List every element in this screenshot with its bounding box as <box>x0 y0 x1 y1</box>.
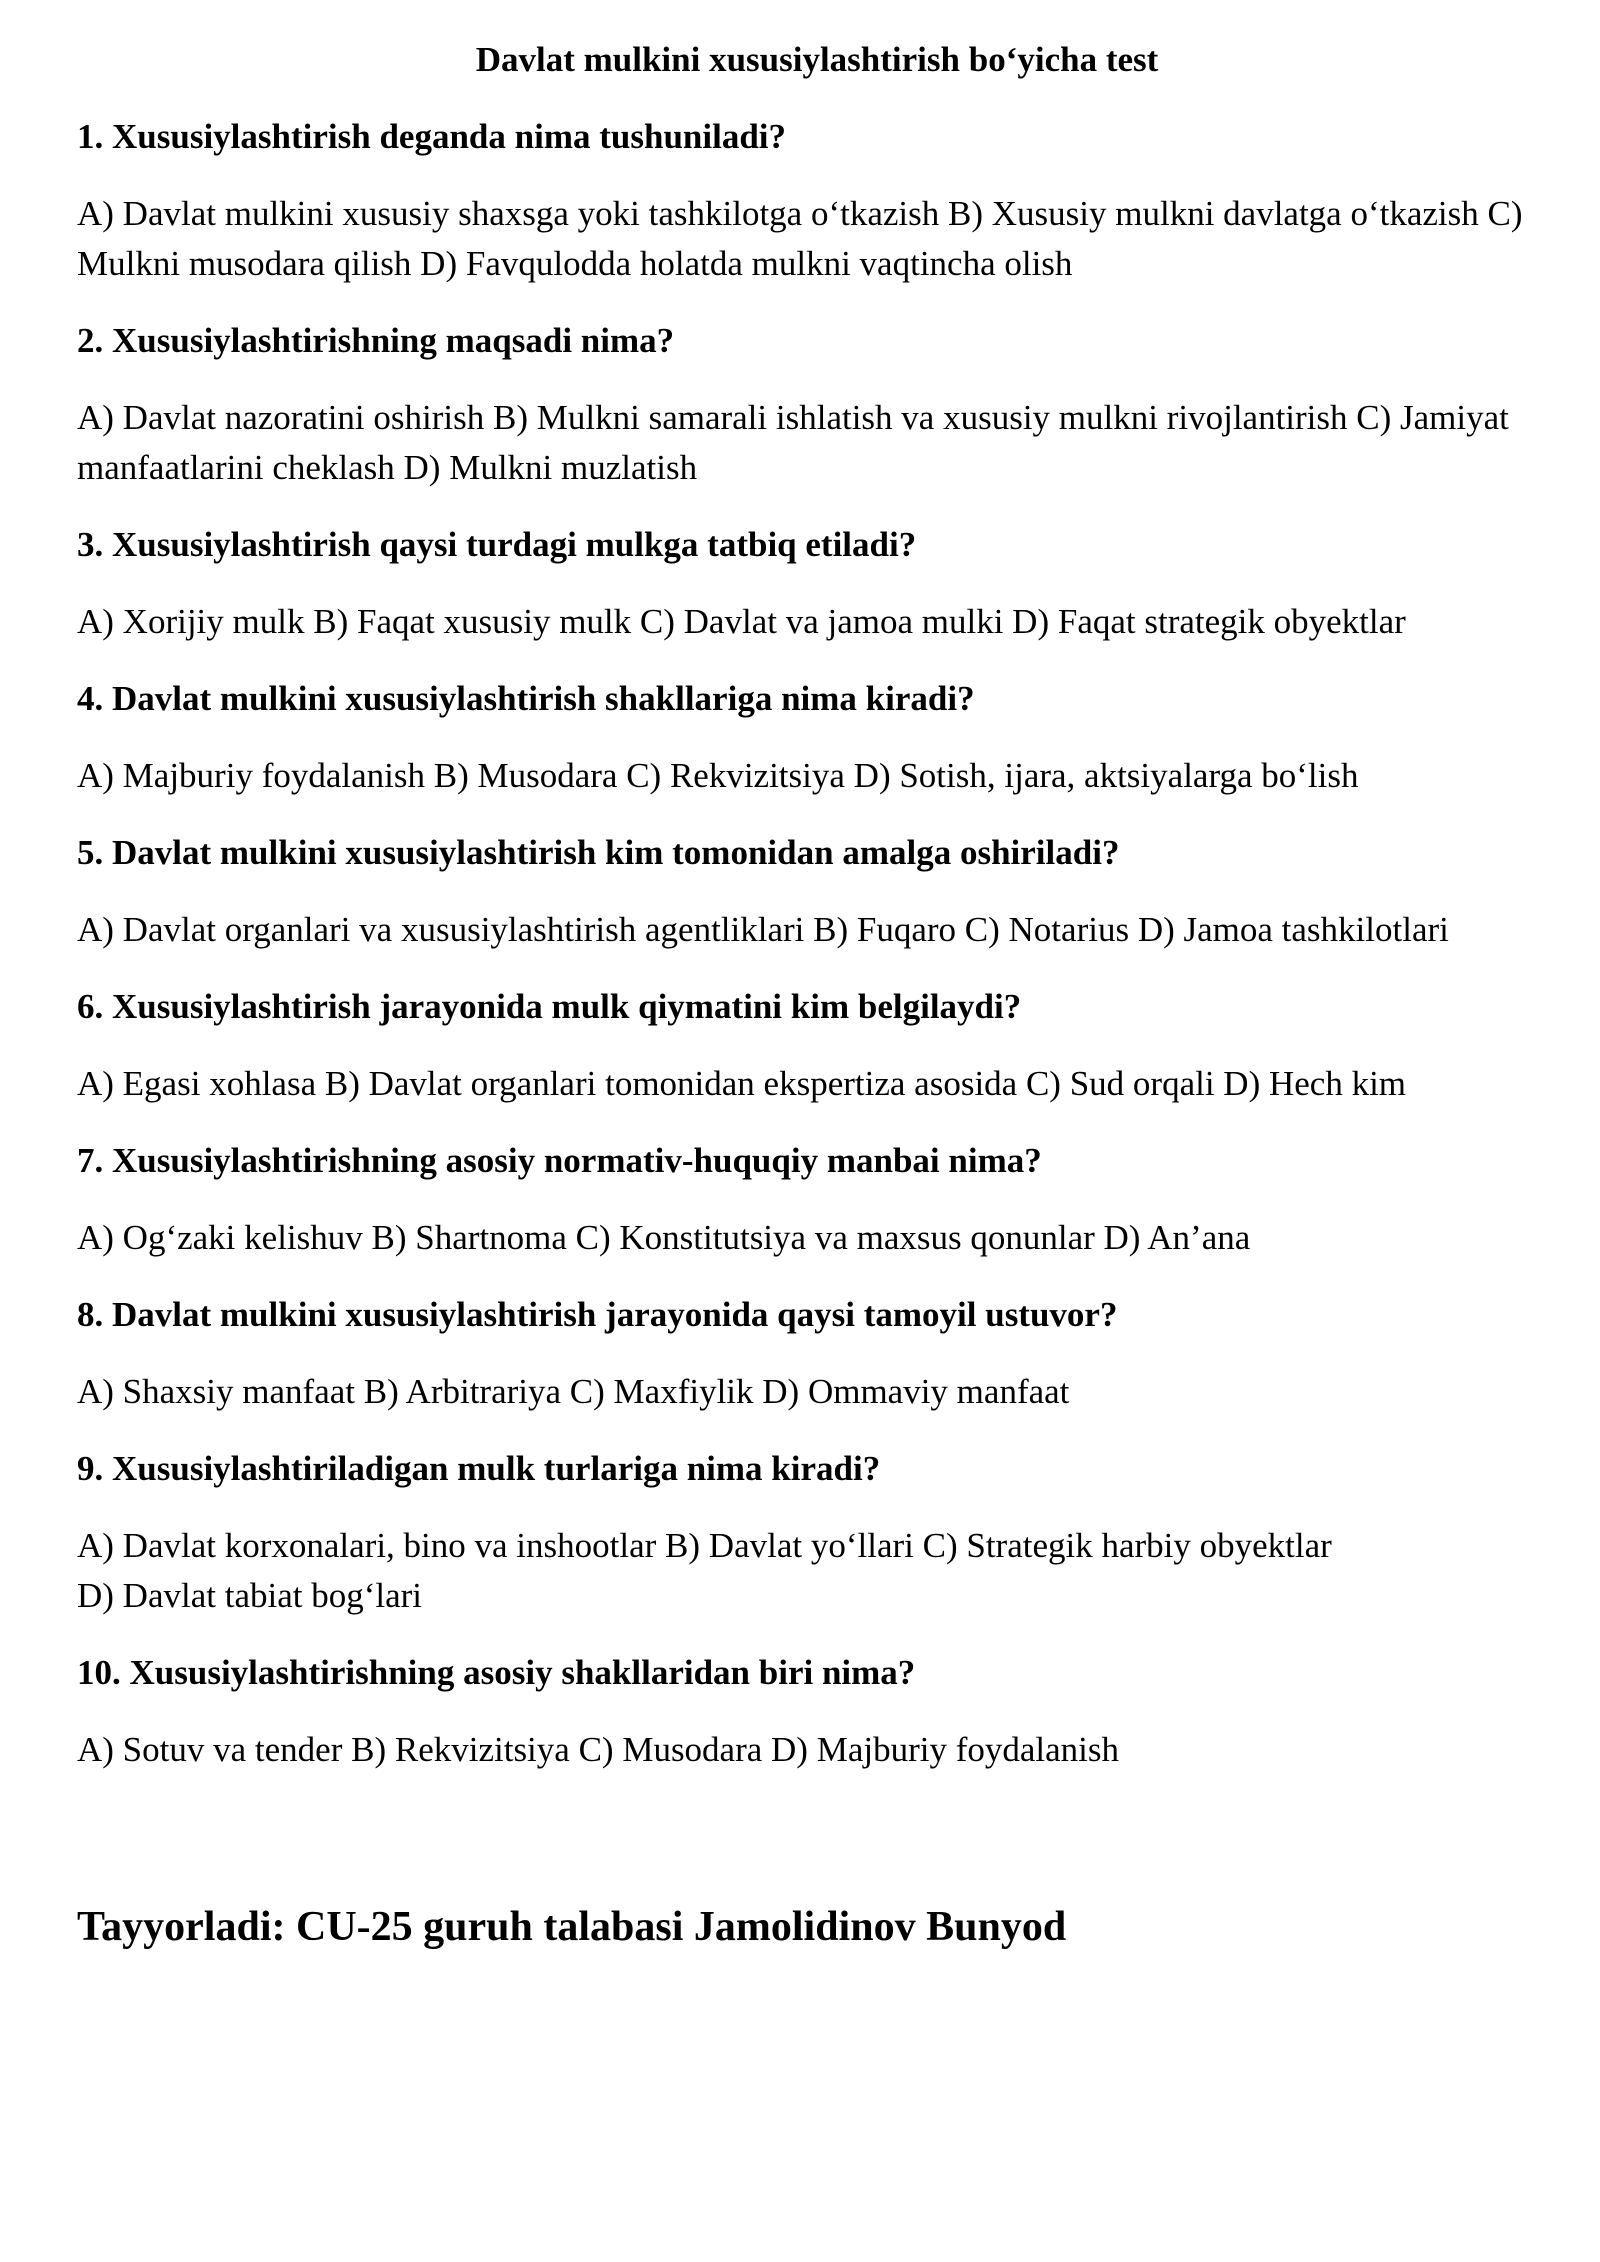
question-7: 7. Xususiylashtirishning asosiy normativ-huquqiy manbai nima? <box>77 1141 1042 1180</box>
answers-10: A) Sotuv va tender B) Rekvizitsiya C) Musodara D) Majburiy foydalanish <box>77 1730 1120 1769</box>
answers-9-line-2: D) Davlat tabiat bog‘lari <box>77 1576 423 1615</box>
answers-6: A) Egasi xohlasa B) Davlat organlari tomonidan ekspertiza asosida C) Sud orqali D) Hech kim <box>77 1064 1407 1103</box>
question-10: 10. Xususiylashtirishning asosiy shakllaridan biri nima? <box>77 1653 916 1692</box>
question-3: 3. Xususiylashtirish qaysi turdagi mulkga tatbiq etiladi? <box>77 525 917 564</box>
answers-5: A) Davlat organlari va xususiylashtirish agentliklari B) Fuqaro C) Notarius D) Jamoa tashkilotlari <box>77 910 1449 949</box>
answers-9-line-1: A) Davlat korxonalari, bino va inshootlar B) Davlat yo‘llari C) Strategik harbiy obyektlar <box>77 1526 1332 1565</box>
answers-9 <box>77 1521 1557 1621</box>
question-5: 5. Davlat mulkini xususiylashtirish kim tomonidan amalga oshiriladi? <box>77 833 1120 872</box>
document-title: Davlat mulkini xususiylashtirish bo‘yicha test <box>475 40 1159 79</box>
answers-4: A) Majburiy foydalanish B) Musodara C) Rekvizitsiya D) Sotish, ijara, aktsiyalarga bo‘lish <box>77 756 1359 795</box>
answers-1: A) Davlat mulkini xususiy shaxsga yoki tashkilotga o‘tkazish B) Xususiy mulkni davlatga o‘tkazish C) Mulkni musodara qilish D) Favqulodda holatda mulkni vaqtincha olish <box>77 194 1523 283</box>
answers-2: A) Davlat nazoratini oshirish B) Mulkni samarali ishlatish va xususiy mulkni rivojlantirish C) Jamiyat manfaatlarini cheklash D) Mulkni muzlatish <box>77 398 1509 487</box>
document-page <box>77 0 1557 1955</box>
question-4: 4. Davlat mulkini xususiylashtirish shakllariga nima kiradi? <box>77 679 975 718</box>
question-2: 2. Xususiylashtirishning maqsadi nima? <box>77 321 675 360</box>
question-9: 9. Xususiylashtiriladigan mulk turlariga nima kiradi? <box>77 1449 881 1488</box>
question-1: 1. Xususiylashtirish deganda nima tushuniladi? <box>77 117 787 156</box>
answers-3: A) Xorijiy mulk B) Faqat xususiy mulk C) Davlat va jamoa mulki D) Faqat strategik obyektlar <box>77 602 1406 641</box>
question-8: 8. Davlat mulkini xususiylashtirish jarayonida qaysi tamoyil ustuvor? <box>77 1295 1118 1334</box>
answers-7: A) Og‘zaki kelishuv B) Shartnoma C) Konstitutsiya va maxsus qonunlar D) An’ana <box>77 1218 1251 1257</box>
author-line: Tayyorladi: CU-25 guruh talabasi Jamolidinov Bunyod <box>77 1904 1067 1950</box>
answers-8: A) Shaxsiy manfaat B) Arbitrariya C) Maxfiylik D) Ommaviy manfaat <box>77 1372 1070 1411</box>
question-6: 6. Xususiylashtirish jarayonida mulk qiymatini kim belgilaydi? <box>77 987 1022 1026</box>
